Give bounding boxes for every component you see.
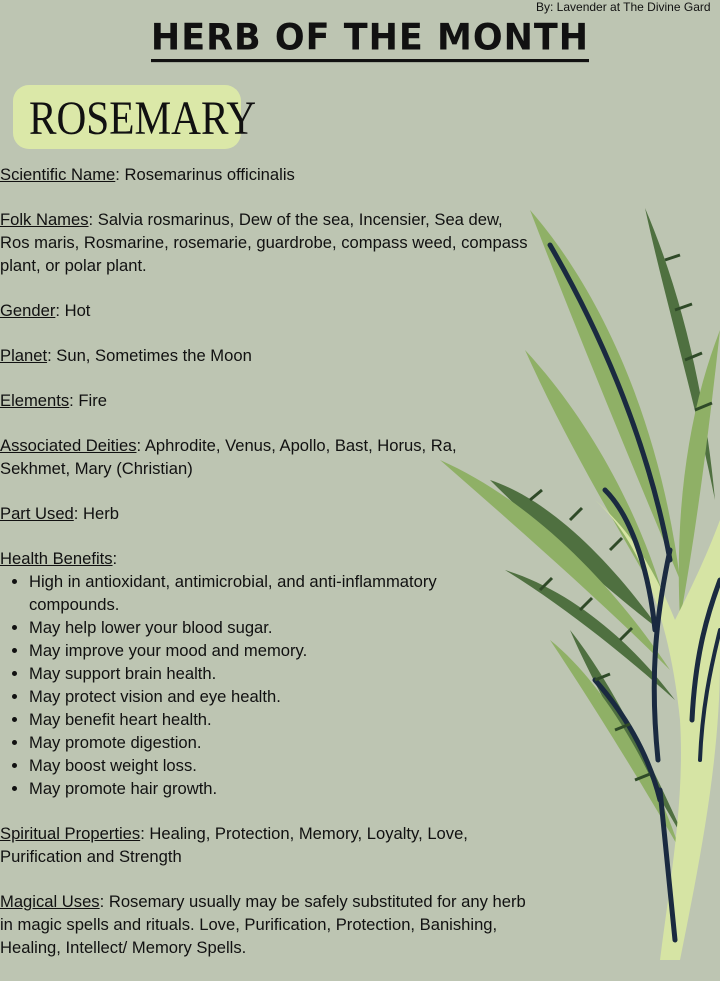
list-item: • High in antioxidant, antimicrobial, and anti-inflammatory compounds. bbox=[29, 570, 530, 616]
spiritual-properties-label: Spiritual Properties bbox=[0, 824, 141, 843]
scientific-name-row bbox=[0, 163, 530, 186]
spiritual-properties-value: : Healing, Protection, Memory, Loyalty, Love, Purification and Strength bbox=[0, 824, 468, 866]
list-item: • May protect vision and eye health. bbox=[29, 685, 530, 708]
part-used-label: Part Used bbox=[0, 504, 74, 523]
folk-names-value: : Salvia rosmarinus, Dew of the sea, Incensier, Sea dew, Ros maris, Rosmarine, rosemarie, guardrobe, compass weed, compass plant, or polar plant. bbox=[0, 210, 528, 275]
list-item: • May support brain health. bbox=[29, 662, 530, 685]
deities-value: : Aphrodite, Venus, Apollo, Bast, Horus, Ra, Sekhmet, Mary (Christian) bbox=[0, 436, 457, 478]
rosemary-plant-illustration bbox=[430, 200, 720, 960]
scientific-name-value: : Rosemarinus officinalis bbox=[115, 165, 295, 184]
planet-value: : Sun, Sometimes the Moon bbox=[47, 346, 252, 365]
list-item: • May promote hair growth. bbox=[29, 777, 530, 800]
deities-label: Associated Deities bbox=[0, 436, 137, 455]
list-item: • May promote digestion. bbox=[29, 731, 530, 754]
list-item: • May improve your mood and memory. bbox=[29, 639, 530, 662]
planet-label: Planet bbox=[0, 346, 48, 365]
list-item: • May help lower your blood sugar. bbox=[29, 616, 530, 639]
folk-names-label: Folk Names bbox=[0, 210, 89, 229]
elements-value: : Fire bbox=[69, 391, 107, 410]
gender-label: Gender bbox=[0, 301, 56, 320]
magical-uses-label: Magical Uses bbox=[0, 892, 100, 911]
elements-label: Elements bbox=[0, 391, 70, 410]
byline: By: Lavender at The Divine Gard bbox=[536, 0, 711, 14]
rosemary-leaf-icon bbox=[440, 460, 670, 670]
herb-name-badge bbox=[13, 85, 257, 149]
page-title-text: HERB OF THE MONTH bbox=[151, 17, 589, 62]
page-title bbox=[0, 17, 720, 59]
list-item: • May boost weight loss. bbox=[29, 754, 530, 777]
health-benefits-suffix: : bbox=[112, 549, 118, 568]
scientific-name-label: Scientific Name bbox=[0, 165, 116, 184]
part-used-value: : Herb bbox=[73, 504, 119, 523]
health-benefits-label: Health Benefits bbox=[0, 549, 113, 568]
magical-uses-value: : Rosemary usually may be safely substituted for any herb in magic spells and rituals. Love, Purification, Protection, Banishing, Healing, Intellect/ Memory Spells. bbox=[0, 892, 526, 957]
list-item: • May benefit heart health. bbox=[29, 708, 530, 731]
gender-value: : Hot bbox=[55, 301, 91, 320]
herb-name: ROSEMARY bbox=[28, 92, 257, 145]
